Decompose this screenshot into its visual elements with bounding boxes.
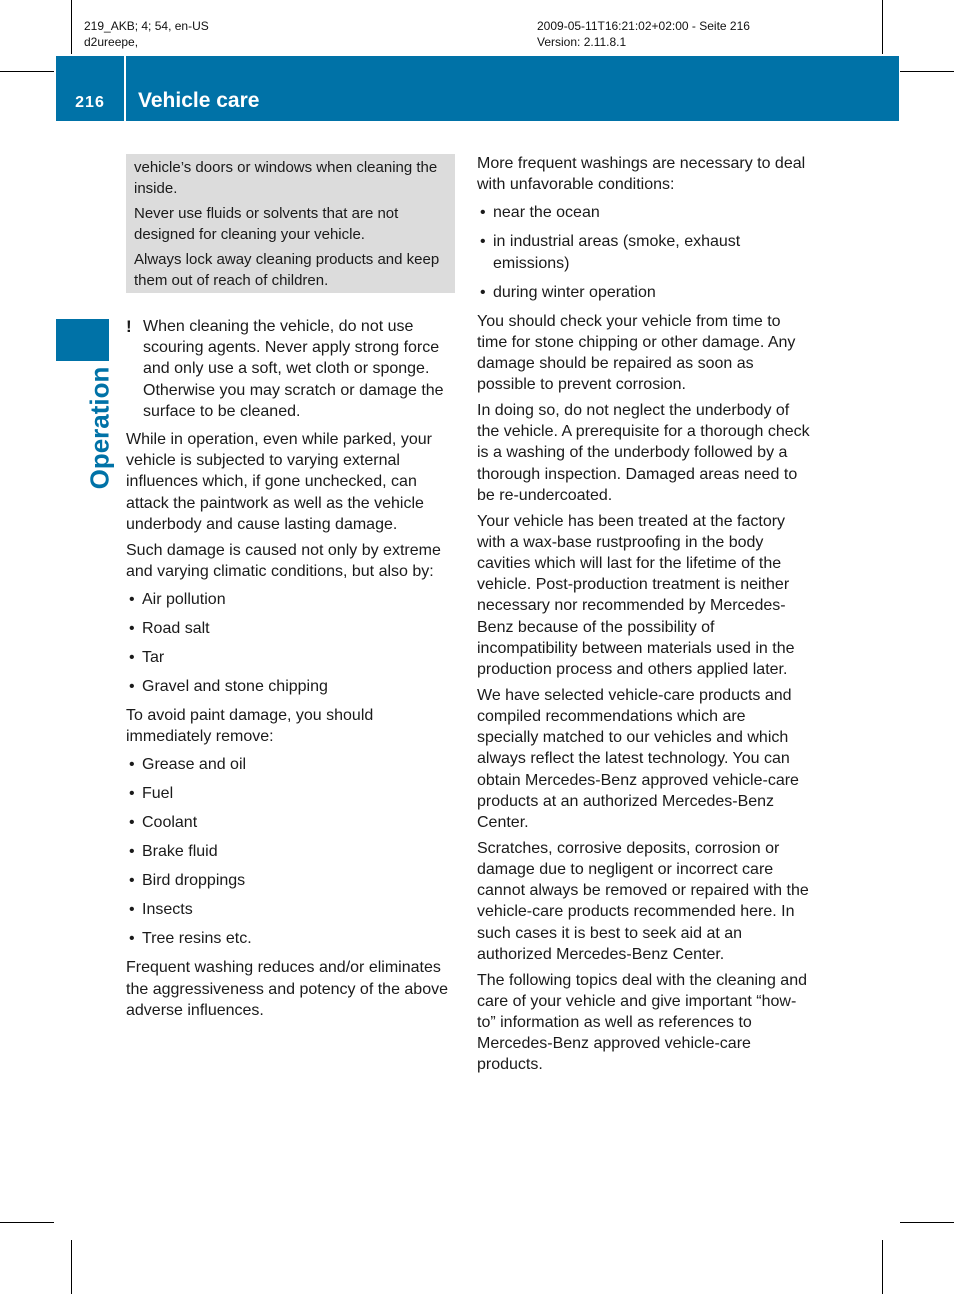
bullet-icon: •	[129, 872, 135, 890]
crop-mark	[0, 71, 54, 72]
print-meta-left	[84, 18, 209, 50]
crop-mark	[71, 1240, 72, 1294]
list-item: • Coolant	[126, 812, 458, 833]
paragraph: Scratches, corrosive deposits, corrosion or damage due to negligent or incorrect care cannot always be removed or repaired with the vehicle-care products recommended here. In such cases it is best to seek aid at an authorized Mercedes-Benz Center.	[477, 839, 809, 963]
list-item: • during winter operation	[477, 282, 811, 303]
crop-mark	[0, 1222, 54, 1223]
list-item: • Bird droppings	[126, 870, 458, 891]
paragraph: To avoid paint damage, you should immediately remove:	[126, 707, 374, 746]
caution-text: When cleaning the vehicle, do not use scouring agents. Never apply strong force and only use a soft, wet cloth or sponge. Otherwise you may scratch or damage the surface to be cleaned.	[143, 318, 444, 420]
caution-note	[126, 316, 458, 422]
paragraph: More frequent washings are necessary to deal with unfavorable conditions:	[477, 155, 806, 194]
meta-line: Version: 2.11.8.1	[537, 35, 627, 49]
paragraph: In doing so, do not neglect the underbody of the vehicle. A prerequisite for a thorough check is a washing of the underbody followed by a thorough inspection. Damaged areas need to be re-undercoated.	[477, 402, 810, 504]
list-item: • Air pollution	[126, 589, 458, 610]
list-item: • Fuel	[126, 783, 458, 804]
bullet-icon: •	[129, 785, 135, 803]
bullet-icon: •	[129, 843, 135, 861]
warning-box-text: Always lock away cleaning products and keep them out of reach of children.	[134, 250, 440, 290]
bullet-icon: •	[129, 930, 135, 948]
side-label-operation: Operation	[84, 366, 115, 490]
list-item: • Grease and oil	[126, 754, 458, 775]
bullet-icon: •	[480, 233, 486, 251]
paragraph: Such damage is caused not only by extreme and varying climatic conditions, but also by:	[126, 541, 441, 580]
warning-box-text: Never use fluids or solvents that are not designed for cleaning your vehicle.	[134, 204, 399, 244]
header-divider	[124, 56, 126, 121]
bullet-list	[126, 754, 458, 949]
crop-mark	[882, 0, 883, 54]
bullet-icon: •	[129, 678, 135, 696]
warning-box	[126, 154, 455, 293]
bullet-icon: •	[129, 620, 135, 638]
list-item: • Tree resins etc.	[126, 928, 458, 949]
meta-line: 219_AKB; 4; 54, en-US	[84, 19, 209, 33]
paragraph: We have selected vehicle-care products and compiled recommendations which are specially matched to our vehicles and which always reflect the latest technology. You can obtain Mercedes-Benz approved vehicle-care products at an authorized Mercedes-Benz Center.	[477, 686, 799, 832]
crop-mark	[882, 1240, 883, 1294]
list-item: • Gravel and stone chipping	[126, 676, 458, 697]
bullet-icon: •	[480, 204, 486, 222]
bullet-icon: •	[129, 901, 135, 919]
section-title: Vehicle care	[138, 89, 260, 112]
list-item: • near the ocean	[477, 202, 811, 223]
header-bar	[56, 56, 899, 121]
bullet-icon: •	[129, 814, 135, 832]
paragraph: You should check your vehicle from time to time for stone chipping or other damage. Any damage should be repaired as soon as possible to prevent corrosion.	[477, 312, 796, 394]
exclamation-icon: !	[126, 317, 132, 336]
crop-mark	[900, 71, 954, 72]
crop-mark	[71, 0, 72, 54]
bullet-list	[126, 589, 458, 697]
list-item: • in industrial areas (smoke, exhaust emissions)	[480, 233, 741, 272]
left-column	[126, 316, 458, 1026]
list-item: • Insects	[126, 899, 458, 920]
list-item: • Tar	[126, 647, 458, 668]
bullet-list	[477, 202, 811, 302]
meta-line: 2009-05-11T16:21:02+02:00 - Seite 216	[537, 19, 750, 33]
paragraph: The following topics deal with the cleaning and care of your vehicle and give important “how-to” information as well as references to Mercedes-Benz approved vehicle-care products.	[477, 971, 807, 1074]
meta-line: d2ureepe,	[84, 35, 139, 49]
list-item: • Brake fluid	[126, 841, 458, 862]
paragraph: While in operation, even while parked, your vehicle is subjected to varying external influences which, if gone unchecked, can attack the paintwork as well as the vehicle underbody and cause lasting damage.	[126, 431, 432, 533]
side-tab	[56, 319, 109, 361]
bullet-icon: •	[480, 283, 486, 301]
warning-box-text: vehicle’s doors or windows when cleaning the inside.	[134, 159, 438, 198]
print-meta-right	[537, 18, 750, 50]
right-column	[477, 153, 811, 1080]
paragraph: Frequent washing reduces and/or eliminates the aggressiveness and potency of the above adverse influences.	[126, 959, 448, 1019]
bullet-icon: •	[129, 649, 135, 667]
list-item: • Road salt	[126, 618, 458, 639]
bullet-icon: •	[129, 591, 135, 609]
page-number: 216	[75, 94, 105, 111]
paragraph: Your vehicle has been treated at the factory with a wax-base rustproofing in the body cavities which will last for the lifetime of the vehicle. Post-production treatment is neither necessary nor recommended by Mercedes-Benz because of the possibility of incompatibility between materials used in the production process and others applied later.	[477, 512, 795, 679]
bullet-icon: •	[129, 756, 135, 774]
crop-mark	[900, 1222, 954, 1223]
